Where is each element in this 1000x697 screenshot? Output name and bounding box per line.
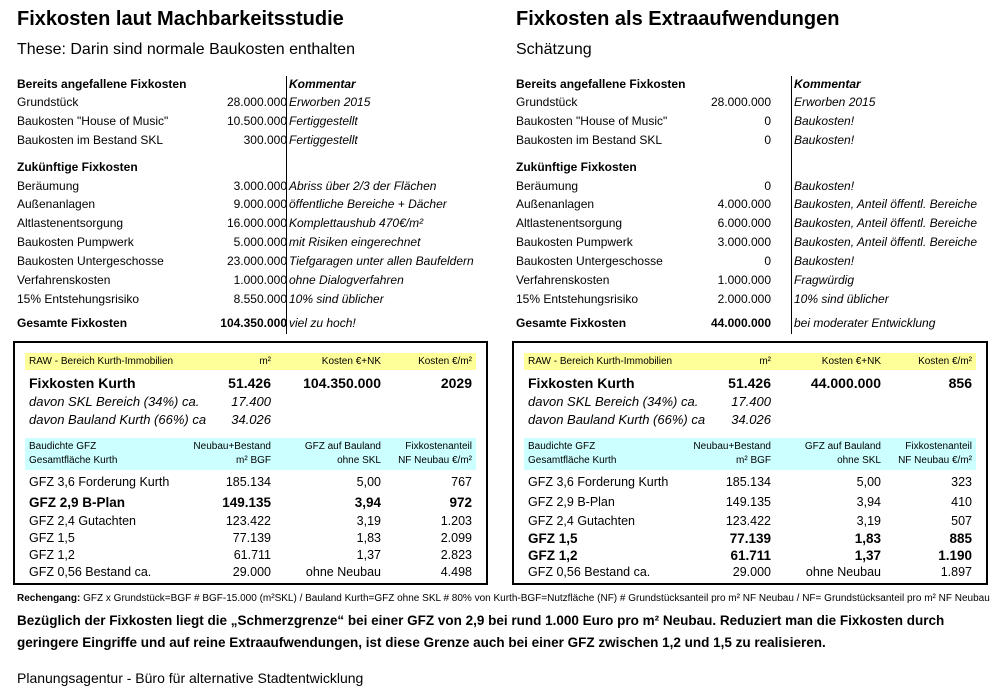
gfz-row-gfz: 1,37 <box>854 548 881 563</box>
gfz-row-label: GFZ 3,6 Forderung Kurth <box>528 475 669 489</box>
gfz-row-gfz: 3,94 <box>354 495 381 510</box>
gfz-row-bgf: 185.134 <box>725 475 771 489</box>
gfz-row-anteil: 323 <box>951 475 972 489</box>
cost-value: 8.550.000 <box>233 292 287 306</box>
cost-label: Baukosten "House of Music" <box>17 114 169 128</box>
cost-comment: Fertiggestellt <box>289 114 358 128</box>
cost-comment: Baukosten! <box>794 114 855 128</box>
cost-value: 0 <box>764 179 771 193</box>
total-comment: bei moderater Entwicklung <box>794 316 936 330</box>
right-subtitle: Schätzung <box>516 41 592 58</box>
cost-label: Baukosten Pumpwerk <box>17 235 134 249</box>
gfz-row-bgf: 123.422 <box>225 514 271 528</box>
gfz-row-anteil: 885 <box>949 531 972 546</box>
cost-label: Beräumung <box>17 179 80 193</box>
sub-row-label: davon Bauland Kurth (66%) ca <box>528 412 706 427</box>
cost-row <box>516 253 1000 269</box>
total-value: 104.350.000 <box>220 316 287 330</box>
gfz-row-label: GFZ 2,4 Gutachten <box>528 514 635 528</box>
cost-row <box>516 132 1000 148</box>
cost-row <box>17 178 507 194</box>
fixkosten-kurth-kosten-m2: 2029 <box>440 375 472 391</box>
gfz-row-bgf: 77.139 <box>729 531 771 546</box>
cost-comment: Abriss über 2/3 der Flächen <box>289 179 437 193</box>
cost-value: 2.000.000 <box>717 292 771 306</box>
gfz-header-c1a: Baudichte GFZ <box>29 441 97 452</box>
section-header-row <box>516 76 1000 92</box>
cost-value: 1.000.000 <box>717 273 771 287</box>
cost-comment: Baukosten! <box>794 254 855 268</box>
comment-header: Kommentar <box>794 77 861 91</box>
gfz-row-anteil: 972 <box>449 495 472 510</box>
gfz-row-gfz: ohne Neubau <box>805 565 881 579</box>
cost-row <box>17 94 507 110</box>
cost-row <box>516 215 1000 231</box>
raw-header-kosten-m2: Kosten €/m² <box>418 356 472 367</box>
gfz-header-c4b: NF Neubau €/m² <box>898 455 972 466</box>
cost-value: 0 <box>764 254 771 268</box>
cost-row <box>17 234 507 250</box>
cost-comment: Erworben 2015 <box>289 95 371 109</box>
gfz-row-bgf: 61.711 <box>730 548 771 563</box>
gfz-row-label: GFZ 2,9 B-Plan <box>29 495 126 510</box>
gfz-header-c2b: m² BGF <box>736 455 771 466</box>
gfz-header-c4a: Fixkostenanteil <box>405 441 472 452</box>
raw-header-kosten: Kosten €+NK <box>321 356 381 367</box>
raw-header-m2: m² <box>259 356 271 367</box>
section-header-row <box>17 76 507 92</box>
cost-value: 1.000.000 <box>233 273 287 287</box>
right-fixkosten-list <box>516 74 1000 339</box>
cost-comment: Erworben 2015 <box>794 95 876 109</box>
cost-comment: 10% sind üblicher <box>289 292 384 306</box>
gfz-row-anteil: 2.823 <box>440 548 472 562</box>
comment-header: Kommentar <box>289 77 356 91</box>
rechengang-label: Rechengang: <box>17 593 81 604</box>
gfz-row-label: GFZ 0,56 Bestand ca. <box>29 565 152 579</box>
cost-label: 15% Entstehungsrisiko <box>17 292 140 306</box>
cost-row <box>516 291 1000 307</box>
gfz-row-bgf: 149.135 <box>725 495 771 509</box>
gfz-row-gfz: 3,19 <box>356 514 381 528</box>
cost-value: 0 <box>764 114 771 128</box>
gfz-header-c2a: Neubau+Bestand <box>693 441 771 452</box>
cost-comment: Fragwürdig <box>794 273 855 287</box>
cost-label: Baukosten im Bestand SKL <box>17 133 164 147</box>
fixkosten-kurth-kosten-m2: 856 <box>948 375 972 391</box>
cost-value: 300.000 <box>243 133 287 147</box>
gfz-header-c2b: m² BGF <box>236 455 271 466</box>
cost-row <box>17 272 507 288</box>
section-header: Bereits angefallene Fixkosten <box>17 77 187 91</box>
cost-row <box>17 196 507 212</box>
gfz-row-anteil: 767 <box>451 475 472 489</box>
cost-label: Altlastenentsorgung <box>516 216 623 230</box>
fixkosten-kurth-kosten: 104.350.000 <box>303 375 381 391</box>
cost-comment: Fertiggestellt <box>289 133 358 147</box>
cost-comment: Baukosten! <box>794 133 855 147</box>
cost-label: Baukosten "House of Music" <box>516 114 668 128</box>
sub-row-value: 17.400 <box>731 394 771 409</box>
fixkosten-kurth-label: Fixkosten Kurth <box>29 375 136 391</box>
gfz-row-gfz: 1,83 <box>356 531 381 545</box>
cost-comment: öffentliche Bereiche + Dächer <box>289 197 447 211</box>
cost-comment: Tiefgaragen unter allen Baufeldern <box>289 254 474 268</box>
gfz-row-bgf: 185.134 <box>225 475 271 489</box>
cost-row <box>516 178 1000 194</box>
gfz-row-anteil: 507 <box>951 514 972 528</box>
gfz-row-bgf: 149.135 <box>222 495 271 510</box>
cost-label: Außenanlagen <box>516 197 595 211</box>
gfz-row-anteil: 1.190 <box>938 548 972 563</box>
gfz-row-label: GFZ 1,2 <box>29 548 75 562</box>
raw-header-kosten: Kosten €+NK <box>821 356 881 367</box>
cost-row <box>516 94 1000 110</box>
left-kurth-table <box>13 341 488 585</box>
gfz-header-c3b: ohne SKL <box>337 455 381 466</box>
left-fixkosten-list <box>17 74 507 339</box>
gfz-row-bgf: 123.422 <box>725 514 771 528</box>
cost-label: 15% Entstehungsrisiko <box>516 292 639 306</box>
cost-value: 10.500.000 <box>226 114 287 128</box>
right-kurth-table <box>512 341 988 585</box>
raw-header-label: RAW - Bereich Kurth-Immobilien <box>528 356 673 367</box>
fixkosten-kurth-kosten: 44.000.000 <box>810 375 881 391</box>
gfz-row-anteil: 1.203 <box>440 514 472 528</box>
cost-comment: Baukosten, Anteil öffentl. Bereiche <box>794 197 977 211</box>
gfz-row-gfz: 3,19 <box>856 514 881 528</box>
gfz-row-gfz: 3,94 <box>856 495 881 509</box>
gfz-header-c4b: NF Neubau €/m² <box>398 455 472 466</box>
gfz-header-c3a: GFZ auf Bauland <box>804 441 881 452</box>
cost-value: 0 <box>764 133 771 147</box>
raw-header-label: RAW - Bereich Kurth-Immobilien <box>29 356 174 367</box>
gfz-row-bgf: 61.711 <box>233 548 271 562</box>
gfz-row-label: GFZ 1,5 <box>528 531 578 546</box>
fixkosten-kurth-m2: 51.426 <box>728 375 771 391</box>
rechengang-text: GFZ x Grundstück=BGF # BGF-15.000 (m²SKL) / Bauland Kurth=GFZ ohne SKL # 80% von Kurth-BGF=Nutzfläche (NF) # Grundstücksanteil pro m² NF Neubau / NF= Grundstücksanteil pro m² NF Neubau <box>83 593 990 604</box>
gfz-header-c1b: Gesamtfläche Kurth <box>29 455 118 466</box>
conclusion-text: Bezüglich der Fixkosten liegt die „Schmerzgrenze“ bei einer GFZ von 2,9 bei rund 1.000 Euro pro m² Neubau. Reduziert man die Fixkosten durch geringere Eingriffe und auf reine Extraaufwendungen, ist diese Grenze auch bei einer GFZ zwischen 1,2 und 1,5 zu realisieren. <box>17 613 945 650</box>
total-row <box>516 315 1000 331</box>
gfz-row-gfz: ohne Neubau <box>305 565 381 579</box>
cost-value: 23.000.000 <box>226 254 287 268</box>
cost-value: 28.000.000 <box>226 95 287 109</box>
cost-comment: 10% sind üblicher <box>794 292 889 306</box>
cost-label: Baukosten im Bestand SKL <box>516 133 663 147</box>
gfz-row-gfz: 5,00 <box>856 475 881 489</box>
section-header-row <box>17 159 507 175</box>
gfz-header-c1a: Baudichte GFZ <box>528 441 596 452</box>
fixkosten-kurth-label: Fixkosten Kurth <box>528 375 635 391</box>
gfz-row-label: GFZ 1,2 <box>528 548 578 563</box>
sub-row-label: davon SKL Bereich (34%) ca. <box>528 394 699 409</box>
total-label: Gesamte Fixkosten <box>17 316 128 330</box>
cost-value: 4.000.000 <box>717 197 771 211</box>
sub-row-value: 34.026 <box>231 412 271 427</box>
left-subtitle: These: Darin sind normale Baukosten enthalten <box>17 41 355 58</box>
gfz-row-label: GFZ 2,9 B-Plan <box>528 495 615 509</box>
rechengang-line <box>17 593 990 604</box>
cost-comment: Baukosten! <box>794 179 855 193</box>
cost-label: Grundstück <box>17 95 79 109</box>
left-title: Fixkosten laut Machbarkeitsstudie <box>17 8 344 30</box>
sub-row-value: 34.026 <box>731 412 771 427</box>
cost-value: 6.000.000 <box>717 216 771 230</box>
cost-label: Altlastenentsorgung <box>17 216 124 230</box>
cost-value: 3.000.000 <box>717 235 771 249</box>
cost-label: Beräumung <box>516 179 579 193</box>
gfz-row-anteil: 1.897 <box>940 565 972 579</box>
cost-row <box>17 291 507 307</box>
gfz-header-c1b: Gesamtfläche Kurth <box>528 455 617 466</box>
section-header: Zukünftige Fixkosten <box>516 160 637 174</box>
gfz-header-band <box>25 438 476 470</box>
cost-label: Baukosten Untergeschosse <box>516 254 663 268</box>
section-header: Bereits angefallene Fixkosten <box>516 77 686 91</box>
cost-value: 9.000.000 <box>233 197 287 211</box>
raw-header-kosten-m2: Kosten €/m² <box>918 356 972 367</box>
gfz-row-label: GFZ 3,6 Forderung Kurth <box>29 475 170 489</box>
cost-comment: Baukosten, Anteil öffentl. Bereiche <box>794 235 977 249</box>
gfz-row-anteil: 410 <box>951 495 972 509</box>
cost-row <box>516 196 1000 212</box>
sub-row-label: davon Bauland Kurth (66%) ca <box>29 412 207 427</box>
raw-header-band <box>25 353 476 370</box>
gfz-row-gfz: 1,37 <box>356 548 381 562</box>
cost-row <box>17 253 507 269</box>
cost-value: 5.000.000 <box>233 235 287 249</box>
gfz-row-label: GFZ 0,56 Bestand ca. <box>528 565 651 579</box>
section-header: Zukünftige Fixkosten <box>17 160 138 174</box>
cost-value: 16.000.000 <box>226 216 287 230</box>
raw-header-band <box>524 353 976 370</box>
cost-comment: mit Risiken eingerechnet <box>289 235 421 249</box>
gfz-row-gfz: 1,83 <box>854 531 881 546</box>
section-header-row <box>516 159 1000 175</box>
cost-comment: Baukosten, Anteil öffentl. Bereiche <box>794 216 977 230</box>
cost-label: Baukosten Pumpwerk <box>516 235 633 249</box>
gfz-row-bgf: 29.000 <box>232 565 271 579</box>
cost-comment: ohne Dialogverfahren <box>289 273 404 287</box>
total-comment: viel zu hoch! <box>289 316 356 330</box>
cost-label: Grundstück <box>516 95 578 109</box>
total-label: Gesamte Fixkosten <box>516 316 627 330</box>
cost-row <box>17 132 507 148</box>
gfz-header-c3b: ohne SKL <box>837 455 881 466</box>
gfz-row-bgf: 29.000 <box>732 565 771 579</box>
cost-row <box>516 234 1000 250</box>
cost-label: Außenanlagen <box>17 197 96 211</box>
cost-row <box>17 215 507 231</box>
cost-row <box>17 113 507 129</box>
gfz-row-gfz: 5,00 <box>356 475 381 489</box>
gfz-header-c3a: GFZ auf Bauland <box>304 441 381 452</box>
gfz-row-label: GFZ 1,5 <box>29 531 75 545</box>
cost-label: Verfahrenskosten <box>17 273 111 287</box>
cost-label: Baukosten Untergeschosse <box>17 254 164 268</box>
gfz-header-band <box>524 438 976 470</box>
total-row <box>17 315 507 331</box>
gfz-row-bgf: 77.139 <box>232 531 271 545</box>
cost-value: 3.000.000 <box>233 179 287 193</box>
cost-value: 28.000.000 <box>710 95 771 109</box>
sub-row-value: 17.400 <box>231 394 271 409</box>
gfz-row-label: GFZ 2,4 Gutachten <box>29 514 136 528</box>
gfz-header-c2a: Neubau+Bestand <box>193 441 271 452</box>
gfz-row-anteil: 4.498 <box>440 565 472 579</box>
gfz-header-c4a: Fixkostenanteil <box>905 441 972 452</box>
sub-row-label: davon SKL Bereich (34%) ca. <box>29 394 200 409</box>
raw-header-m2: m² <box>759 356 771 367</box>
cost-label: Verfahrenskosten <box>516 273 610 287</box>
credit-text: Planungsagentur - Büro für alternative Stadtentwicklung <box>17 670 364 686</box>
right-title: Fixkosten als Extraaufwendungen <box>516 8 840 30</box>
gfz-row-anteil: 2.099 <box>440 531 472 545</box>
cost-row <box>516 272 1000 288</box>
total-value: 44.000.000 <box>710 316 771 330</box>
cost-comment: Komplettaushub 470€/m² <box>289 216 424 230</box>
fixkosten-kurth-m2: 51.426 <box>228 375 271 391</box>
cost-row <box>516 113 1000 129</box>
